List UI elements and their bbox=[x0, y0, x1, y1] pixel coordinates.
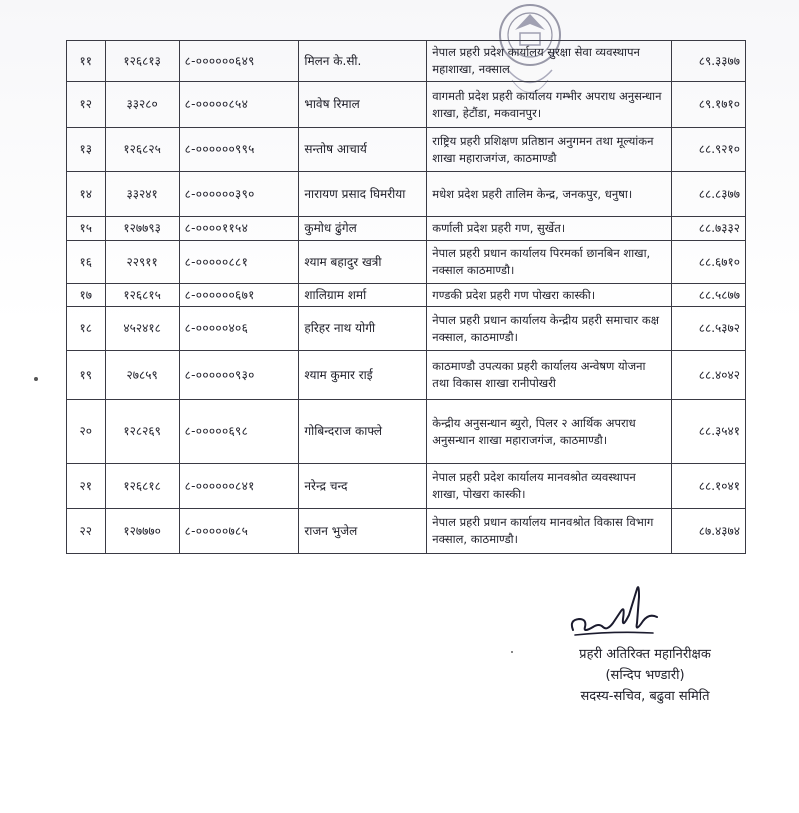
office-name: काठमाण्डौ उपत्यका प्रहरी कार्यालय अन्वेषण योजना तथा विकास शाखा रानीपोखरी bbox=[427, 351, 672, 400]
table-row bbox=[67, 41, 746, 82]
office-name: मधेश प्रदेश प्रहरी तालिम केन्द्र, जनकपुर, धनुषा। bbox=[427, 172, 672, 217]
employee-id: १२७७९३ bbox=[105, 217, 179, 241]
signatory-role: सदस्य-सचिव, बढुवा समिति bbox=[580, 689, 710, 704]
symbol-number: ८-००००११५४ bbox=[179, 217, 299, 241]
table-row bbox=[67, 351, 746, 400]
office-name: नेपाल प्रहरी प्रधान कार्यालय पिरमर्का छानबिन शाखा, नक्साल काठमाण्डौ। bbox=[427, 241, 672, 284]
employee-name: नारायण प्रसाद घिमरीया bbox=[299, 172, 427, 217]
employee-name: श्याम कुमार राई bbox=[299, 351, 427, 400]
serial-number: १७ bbox=[67, 284, 106, 307]
employee-id: ३३२४१ bbox=[105, 172, 179, 217]
serial-number: २० bbox=[67, 400, 106, 464]
table-body bbox=[67, 41, 746, 554]
score: ८८.५३७२ bbox=[671, 307, 745, 351]
serial-number: १२ bbox=[67, 82, 106, 128]
serial-number: ११ bbox=[67, 41, 106, 82]
stray-mark bbox=[511, 651, 513, 653]
employee-name: मिलन के.सी. bbox=[299, 41, 427, 82]
symbol-number: ८-००००००३९० bbox=[179, 172, 299, 217]
score: ८८.५८७७ bbox=[671, 284, 745, 307]
serial-number: १६ bbox=[67, 241, 106, 284]
employee-id: १२७७७० bbox=[105, 509, 179, 554]
employee-name: सन्तोष आचार्य bbox=[299, 128, 427, 172]
employee-id: १२६८१८ bbox=[105, 464, 179, 509]
table-row bbox=[67, 400, 746, 464]
office-name: नेपाल प्रहरी प्रदेश कार्यालय मानवश्रोत व्यवस्थापन शाखा, पोखरा कास्की। bbox=[427, 464, 672, 509]
serial-number: १८ bbox=[67, 307, 106, 351]
serial-number: १३ bbox=[67, 128, 106, 172]
score: ८८.३५४१ bbox=[671, 400, 745, 464]
employee-id: १२८२६९ bbox=[105, 400, 179, 464]
score: ८८.७३३२ bbox=[671, 217, 745, 241]
office-name: वागमती प्रदेश प्रहरी कार्यालय गम्भीर अपराध अनुसन्धान शाखा, हेटौंडा, मकवानपुर। bbox=[427, 82, 672, 128]
symbol-number: ८-००००००९९५ bbox=[179, 128, 299, 172]
table-row bbox=[67, 128, 746, 172]
symbol-number: ८-०००००६९८ bbox=[179, 400, 299, 464]
table-row bbox=[67, 464, 746, 509]
table-row bbox=[67, 217, 746, 241]
employee-name: भावेष रिमाल bbox=[299, 82, 427, 128]
employee-name: राजन भुजेल bbox=[299, 509, 427, 554]
employee-name: कुमोध ढुंगेल bbox=[299, 217, 427, 241]
employee-id: २७८५९ bbox=[105, 351, 179, 400]
office-name: नेपाल प्रहरी प्रधान कार्यालय मानवश्रोत विकास विभाग नक्साल, काठमाण्डौ। bbox=[427, 509, 672, 554]
office-name: गण्डकी प्रदेश प्रहरी गण पोखरा कास्की। bbox=[427, 284, 672, 307]
office-name: राष्ट्रिय प्रहरी प्रशिक्षण प्रतिष्ठान अनुगमन तथा मूल्यांकन शाखा महाराजगंज, काठमाण्डौ bbox=[427, 128, 672, 172]
handwritten-signature-icon bbox=[565, 575, 665, 645]
symbol-number: ८-०००००७८५ bbox=[179, 509, 299, 554]
score: ८८.८३७७ bbox=[671, 172, 745, 217]
symbol-number: ८-००००००६७१ bbox=[179, 284, 299, 307]
office-name: नेपाल प्रहरी प्रधान कार्यालय केन्द्रीय प्रहरी समाचार कक्ष नक्साल, काठमाण्डौ। bbox=[427, 307, 672, 351]
promotion-list-table bbox=[66, 40, 746, 554]
employee-name: हरिहर नाथ योगी bbox=[299, 307, 427, 351]
serial-number: २२ bbox=[67, 509, 106, 554]
signatory-name: (सन्दिप भण्डारी) bbox=[605, 668, 685, 683]
office-name: कर्णाली प्रदेश प्रहरी गण, सुर्खेत। bbox=[427, 217, 672, 241]
signatory-designation: प्रहरी अतिरिक्त महानिरीक्षक bbox=[579, 647, 711, 662]
score: ८८.४०४२ bbox=[671, 351, 745, 400]
table-row bbox=[67, 284, 746, 307]
office-name: नेपाल प्रहरी प्रदेश कार्यालय सुरक्षा सेवा व्यवस्थापन महाशाखा, नक्साल bbox=[427, 41, 672, 82]
signature-block bbox=[540, 644, 750, 707]
serial-number: १९ bbox=[67, 351, 106, 400]
employee-name: शालिग्राम शर्मा bbox=[299, 284, 427, 307]
table-row bbox=[67, 509, 746, 554]
serial-number: १५ bbox=[67, 217, 106, 241]
table-row bbox=[67, 172, 746, 217]
symbol-number: ८-०००००८८१ bbox=[179, 241, 299, 284]
employee-name: नरेन्द्र चन्द bbox=[299, 464, 427, 509]
serial-number: २१ bbox=[67, 464, 106, 509]
table-row bbox=[67, 82, 746, 128]
employee-name: गोबिन्दराज काफ्ले bbox=[299, 400, 427, 464]
employee-id: २२९११ bbox=[105, 241, 179, 284]
employee-id: १२६८१५ bbox=[105, 284, 179, 307]
score: ८७.४३७४ bbox=[671, 509, 745, 554]
employee-id: १२६८२५ bbox=[105, 128, 179, 172]
table-row bbox=[67, 241, 746, 284]
stray-dot bbox=[34, 377, 38, 381]
score: ८८.१०४१ bbox=[671, 464, 745, 509]
score: ८९.१७१० bbox=[671, 82, 745, 128]
serial-number: १४ bbox=[67, 172, 106, 217]
symbol-number: ८-००००००६४९ bbox=[179, 41, 299, 82]
symbol-number: ८-००००००८४१ bbox=[179, 464, 299, 509]
score: ८८.६७१० bbox=[671, 241, 745, 284]
table-row bbox=[67, 307, 746, 351]
symbol-number: ८-०००००८५४ bbox=[179, 82, 299, 128]
office-name: केन्द्रीय अनुसन्धान ब्युरो, पिलर २ आर्थिक अपराध अनुसन्धान शाखा महाराजगंज, काठमाण्डौ। bbox=[427, 400, 672, 464]
employee-id: ३३२८० bbox=[105, 82, 179, 128]
score: ८८.९२१० bbox=[671, 128, 745, 172]
score: ८९.३३७७ bbox=[671, 41, 745, 82]
symbol-number: ८-०००००४०६ bbox=[179, 307, 299, 351]
employee-id: ४५२४१८ bbox=[105, 307, 179, 351]
employee-name: श्याम बहादुर खत्री bbox=[299, 241, 427, 284]
symbol-number: ८-००००००९३० bbox=[179, 351, 299, 400]
employee-id: १२६८१३ bbox=[105, 41, 179, 82]
